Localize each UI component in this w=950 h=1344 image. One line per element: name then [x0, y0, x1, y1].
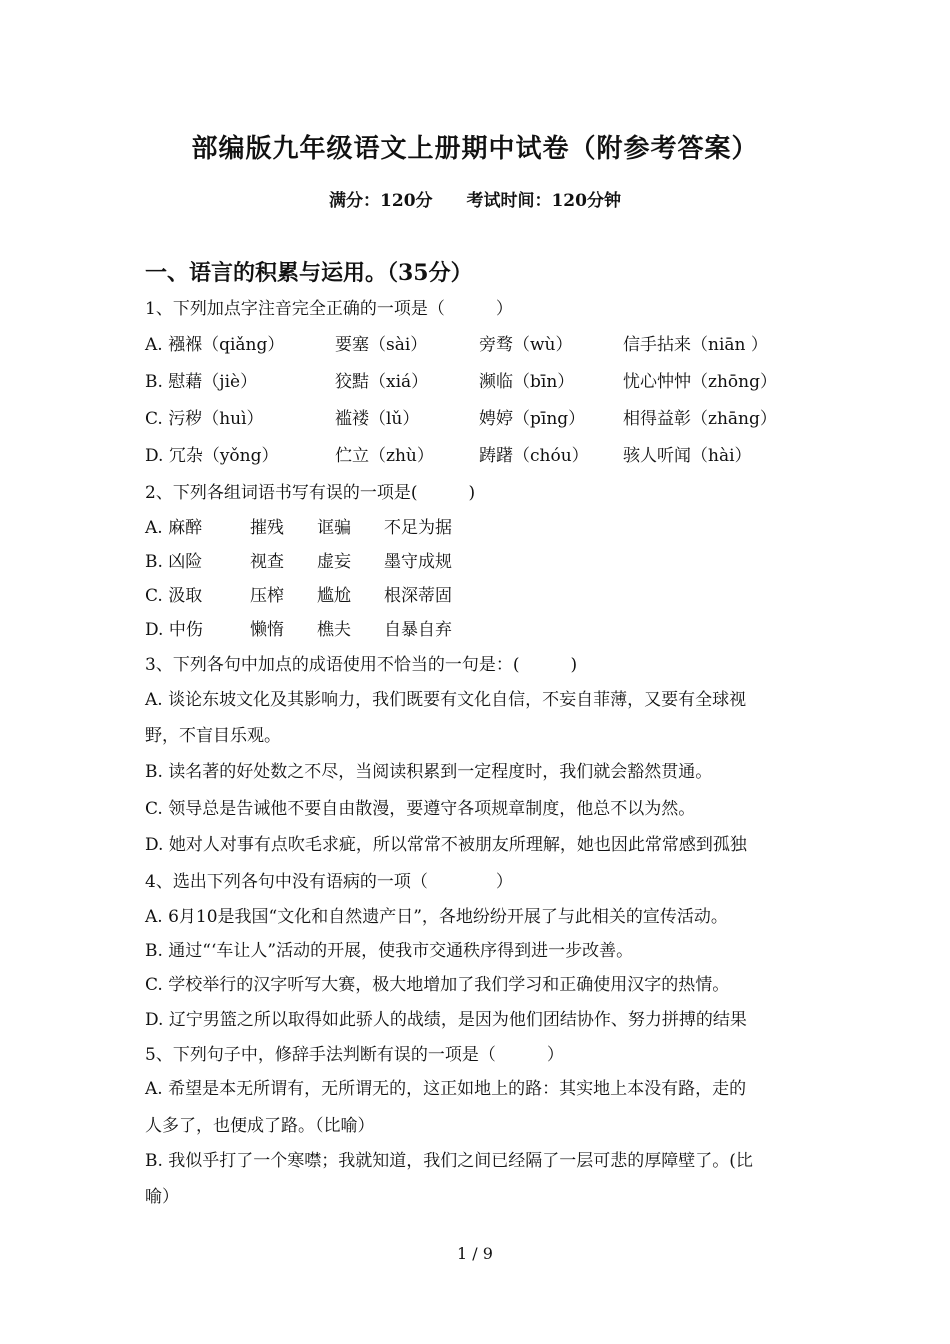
q1-a-4: 信手拈来（niān ）	[623, 335, 768, 355]
q2-c-3: 尴尬	[317, 586, 351, 606]
question-1-stem: 1、下列加点字注音完全正确的一项是（ ）	[145, 299, 513, 319]
page-title: 部编版九年级语文上册期中试卷（附参考答案）	[191, 134, 759, 164]
q2-b-3: 虚妄	[317, 552, 351, 572]
q1-d-2: 伫立（zhù）	[335, 446, 434, 466]
q2-c-1: C. 汲取	[145, 586, 203, 606]
q1-a-1: A. 襁褓（qiǎng）	[145, 335, 285, 355]
q2-a-3: 诓骗	[317, 518, 351, 538]
q5-option-a-line1: A. 希望是本无所谓有，无所谓无的，这正如地上的路：其实地上本没有路，走的	[145, 1079, 747, 1099]
q4-option-a: A. 6月10是我国“文化和自然遗产日”，各地纷纷开展了与此相关的宣传活动。	[145, 907, 728, 927]
page-number: 1 / 9	[457, 1244, 493, 1263]
q1-b-1: B. 慰藉（jiè）	[145, 372, 258, 392]
q1-d-1: D. 冗杂（yǒng）	[145, 446, 279, 466]
exam-time: 考试时间：120分钟	[466, 191, 621, 211]
q2-a-1: A. 麻醉	[145, 518, 203, 538]
q1-c-2: 褴褛（lǔ）	[335, 409, 420, 429]
q5-option-a-line2: 人多了，也便成了路。（比喻）	[145, 1116, 375, 1136]
section-heading: 一、语言的积累与运用。（35分）	[145, 260, 473, 286]
q1-c-1: C. 污秽（huì）	[145, 409, 264, 429]
q2-b-2: 视查	[250, 552, 284, 572]
q4-option-d: D. 辽宁男篮之所以取得如此骄人的战绩，是因为他们团结协作、努力拼搏的结果	[145, 1010, 747, 1030]
q1-c-4: 相得益彰（zhāng）	[623, 409, 777, 429]
question-2-stem: 2、下列各组词语书写有误的一项是( )	[145, 483, 476, 503]
question-3-stem: 3、下列各句中加点的成语使用不恰当的一句是：( )	[145, 655, 578, 675]
q1-b-4: 忧心忡忡（zhōng）	[623, 372, 777, 392]
q1-d-3: 踌躇（chóu）	[479, 446, 589, 466]
q2-c-4: 根深蒂固	[384, 586, 452, 606]
q2-b-4: 墨守成规	[384, 552, 452, 572]
exam-meta	[0, 186, 950, 211]
q2-a-2: 摧残	[250, 518, 284, 538]
q1-a-2: 要塞（sài）	[335, 335, 428, 355]
q2-c-2: 压榨	[250, 586, 284, 606]
q1-b-3: 濒临（bīn）	[479, 372, 575, 392]
q3-option-d: D. 她对人对事有点吹毛求疵，所以常常不被朋友所理解，她也因此常常感到孤独	[145, 835, 747, 855]
q1-a-3: 旁骛（wù）	[479, 335, 573, 355]
question-4-stem: 4、选出下列各句中没有语病的一项（ ）	[145, 872, 513, 892]
q3-option-b: B. 读名著的好处数之不尽，当阅读积累到一定程度时，我们就会豁然贯通。	[145, 762, 713, 782]
q1-b-2: 狡黠（xiá）	[335, 372, 429, 392]
q1-c-3: 娉婷（pīng）	[479, 409, 586, 429]
q3-option-c: C. 领导总是告诫他不要自由散漫，要遵守各项规章制度，他总不以为然。	[145, 799, 696, 819]
question-5-stem: 5、下列句子中，修辞手法判断有误的一项是（ ）	[145, 1045, 564, 1065]
q2-b-1: B. 凶险	[145, 552, 203, 572]
q3-option-a-line2: 野，不盲目乐观。	[145, 726, 281, 746]
q5-option-b-line2: 喻）	[145, 1187, 179, 1207]
q2-d-3: 樵夫	[317, 620, 351, 640]
q3-option-a-line1: A. 谈论东坡文化及其影响力，我们既要有文化自信，不妄自菲薄，又要有全球视	[145, 690, 747, 710]
full-score: 满分：120分	[329, 191, 433, 211]
q4-option-c: C. 学校举行的汉字听写大赛，极大地增加了我们学习和正确使用汉字的热情。	[145, 975, 730, 995]
q2-d-4: 自暴自弃	[384, 620, 452, 640]
q4-option-b: B. 通过“‘车让人”活动的开展，使我市交通秩序得到进一步改善。	[145, 941, 634, 961]
q5-option-b-line1: B. 我似乎打了一个寒噤；我就知道，我们之间已经隔了一层可悲的厚障壁了。(比	[145, 1151, 753, 1171]
q2-d-2: 懒惰	[250, 620, 284, 640]
q2-d-1: D. 中伤	[145, 620, 203, 640]
q2-a-4: 不足为据	[384, 518, 452, 538]
q1-d-4: 骇人听闻（hài）	[623, 446, 752, 466]
